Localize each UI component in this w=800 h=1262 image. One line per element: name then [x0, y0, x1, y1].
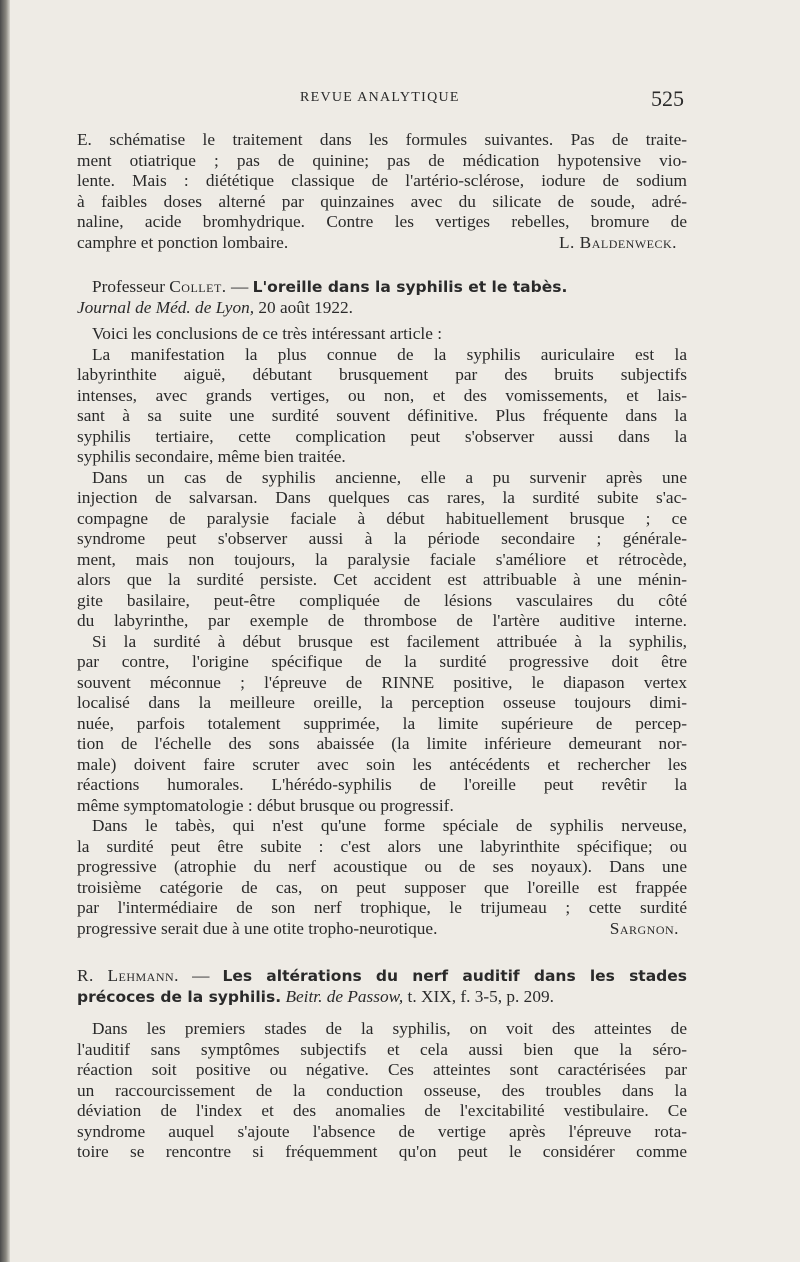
page-binding-edge — [0, 0, 10, 1262]
article-title: L'oreille dans la syphilis et le tabès. — [252, 278, 568, 296]
text-line: Dans les premiers stades de la syphilis, on voit des atteintes de — [92, 1019, 687, 1038]
text-line: lente. Mais : diététique classique de l'artério-sclérose, iodure de sodium — [77, 171, 687, 190]
text-line: La manifestation la plus connue de la syphilis auriculaire est la — [92, 344, 687, 364]
article-3-body — [77, 1019, 687, 1163]
text-line: tion de l'échelle des sons abaissée (la limite inférieure demeurant nor- — [77, 734, 687, 753]
text-line: ment otiatrique ; pas de quinine; pas de médication hypotensive vio- — [77, 150, 687, 170]
block-1 — [77, 130, 687, 253]
page-header — [0, 88, 800, 112]
article-heading — [77, 966, 687, 987]
article-title: Les altérations du nerf auditif dans les stades — [222, 967, 688, 985]
text-line: progressive serait due à une otite tropho-neurotique. — [77, 918, 438, 938]
text-line: par l'intermédiaire de son nerf trophique, le trijumeau ; cette surdité — [77, 898, 687, 917]
text-line: syndrome auquel s'ajoute l'absence de vertige après l'épreuve rota- — [77, 1121, 687, 1141]
journal-reference: t. XIX, f. 3-5, p. 209. — [407, 986, 554, 1006]
text-line: sant à sa suite une surdité souvent définitive. Plus fréquente dans la — [77, 406, 687, 425]
text-line: male) doivent faire scruter avec soin les antécédents et rechercher les — [77, 754, 687, 774]
text-line: E. schématise le traitement dans les formules suivantes. Pas de traite- — [77, 130, 687, 149]
text-line: souvent méconnue ; l'épreuve de RINNE positive, le diapason vertex — [77, 672, 687, 692]
article-title-cont: précoces de la syphilis. — [77, 987, 282, 1006]
text-line: ment, mais non toujours, la paralysie faciale s'améliore et rétrocède, — [77, 549, 687, 569]
text-line: labyrinthite aiguë, débutant brusquement par des bruits subjectifs — [77, 365, 687, 384]
text-line-last — [77, 919, 687, 940]
text-line: injection de salvarsan. Dans quelques cas rares, la surdité subite s'ac- — [77, 488, 687, 507]
text-line: Voici les conclusions de ce très intéressant article : — [92, 324, 442, 343]
text-line: toire se rencontre si fréquemment qu'on peut le considérer comme — [77, 1142, 687, 1161]
article-2 — [77, 277, 687, 318]
text-line: même symptomatologie : début brusque ou progressif. — [77, 795, 454, 815]
text-line: un raccourcissement de la conduction osseuse, des troubles dans la — [77, 1080, 687, 1100]
text-line: à faibles doses alterné par quinzaines avec du silicate de soude, adré- — [77, 191, 687, 211]
text-line: syndrome peut s'observer aussi à la période secondaire ; générale- — [77, 529, 687, 548]
text-line: l'auditif sans symptômes subjectifs et cela aussi bien que la séro- — [77, 1039, 687, 1059]
signature: L. Baldenweck. — [558, 232, 677, 252]
journal-name: Journal de Méd. de Lyon, — [77, 297, 255, 317]
text-line: Dans un cas de syphilis ancienne, elle a pu survenir après une — [92, 467, 687, 487]
article-citation — [77, 298, 687, 319]
article-2-body — [77, 324, 687, 939]
text-line: Dans le tabès, qui n'est qu'une forme spéciale de syphilis nerveuse, — [92, 816, 687, 835]
author-prefix: Professeur — [92, 277, 165, 296]
text-line: gite basilaire, peut-être compliquée de lésions vasculaires du côté — [77, 590, 687, 610]
text-line: Si la surdité à début brusque est facilement attribuée à la syphilis, — [92, 631, 687, 651]
text-line: déviation de l'index et des anomalies de l'excitabilité vestibulaire. Ce — [77, 1101, 687, 1120]
text-line: nuée, parfois totalement supprimée, la limite supérieure de percep- — [77, 713, 687, 733]
text-line-last — [77, 233, 687, 254]
text-line: progressive (atrophie du nerf acoustique ou de ses noyaux). Dans une — [77, 857, 687, 876]
text-line: troisième catégorie de cas, on peut supposer que l'oreille est frappée — [77, 877, 687, 897]
signature: Sargnon. — [609, 918, 679, 938]
text-line: réaction soit positive ou négative. Ces atteintes sont caractérisées par — [77, 1060, 687, 1079]
publication-date: 20 août 1922. — [258, 297, 353, 317]
text-line: intenses, avec grands vertiges, ou non, et des vomissements, et lais- — [77, 385, 687, 405]
article-heading-cont — [77, 987, 687, 1008]
running-title: REVUE ANALYTIQUE — [300, 90, 460, 105]
article-heading — [77, 277, 687, 298]
text-line: syphilis tertiaire, cette complication peut s'observer aussi dans la — [77, 426, 687, 446]
article-3 — [77, 966, 687, 1007]
text-line: camphre et ponction lombaire. — [77, 232, 289, 252]
text-line: naline, acide bromhydrique. Contre les vertiges rebelles, bromure de — [77, 212, 687, 231]
page-number: 525 — [651, 86, 684, 111]
text-line: syphilis secondaire, même bien traitée. — [77, 447, 346, 466]
dash: — — [230, 277, 249, 296]
text-line: localisé dans la meilleure oreille, la perception osseuse toujours dimi- — [77, 693, 687, 712]
text-line: réactions humorales. L'hérédo-syphilis de l'oreille peut revêtir la — [77, 775, 687, 794]
dash: — — [192, 966, 210, 985]
text-line: alors que la surdité persiste. Cet accident est attribuable à une ménin- — [77, 570, 687, 589]
text-line: compagne de paralysie faciale à début habituellement brusque ; ce — [77, 508, 687, 528]
text-line: du labyrinthe, par exemple de thrombose de l'artère auditive interne. — [77, 611, 687, 630]
text-line: par contre, l'origine spécifique de la surdité progressive doit être — [77, 652, 687, 671]
author-name: Collet. — [169, 277, 227, 296]
author-name: R. Lehmann. — [77, 966, 179, 985]
journal-name: Beitr. de Passow, — [285, 986, 404, 1006]
text-line: la surdité peut être subite : c'est alors une labyrinthite spécifique; ou — [77, 836, 687, 856]
